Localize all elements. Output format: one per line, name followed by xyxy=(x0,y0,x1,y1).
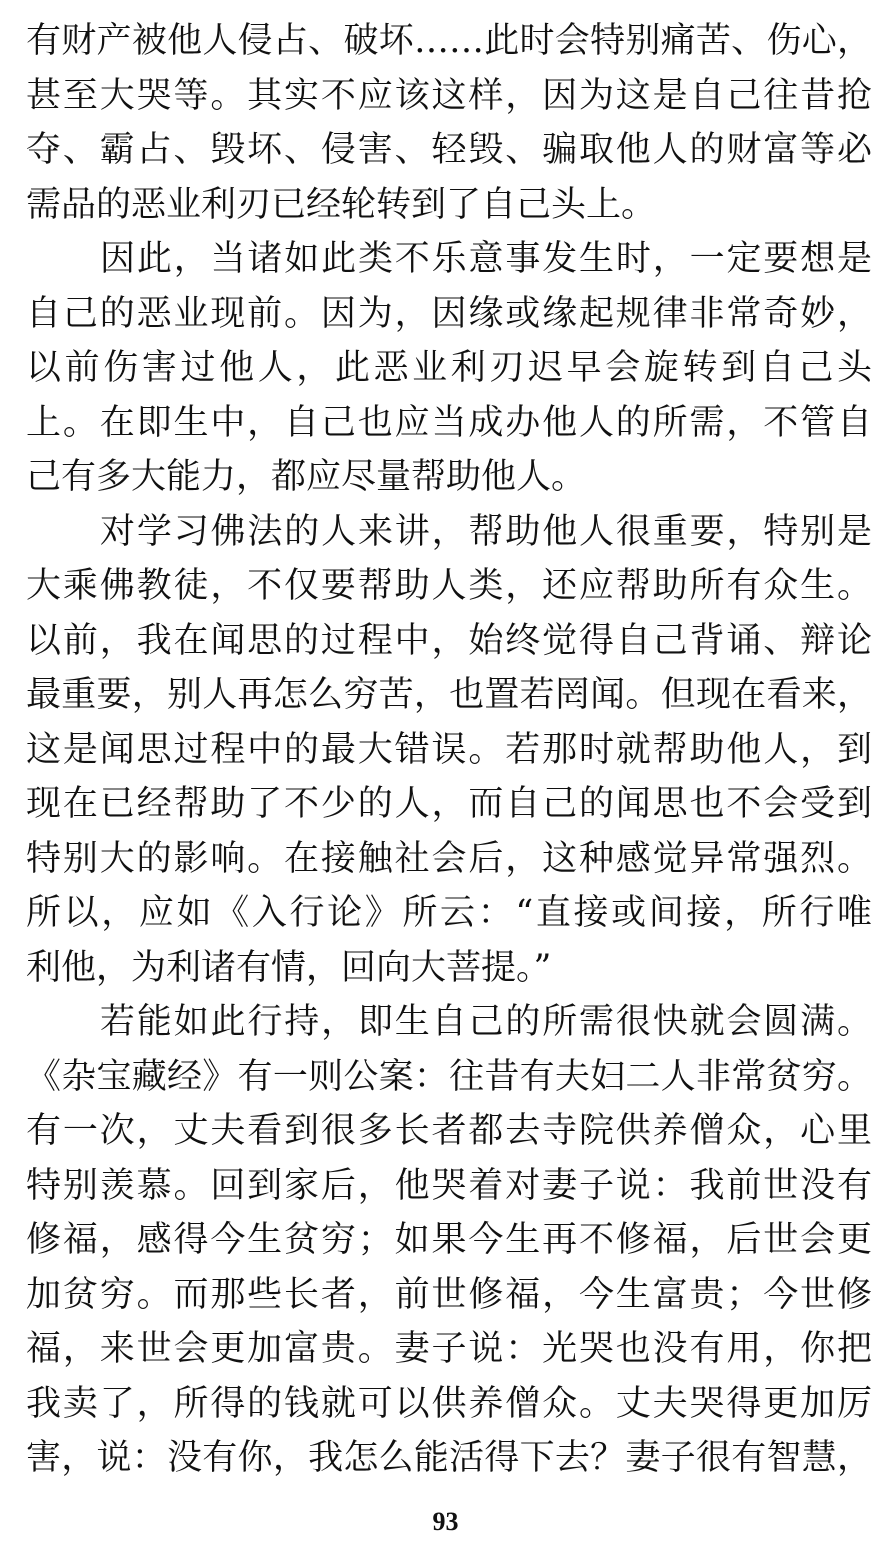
page-number: 93 xyxy=(432,1507,459,1536)
text-line: 需品的恶业利刃已经轮转到了自己头上。 xyxy=(26,184,657,225)
text-line: 以前，我在闻思的过程中，始终觉得自己背诵、辩论 xyxy=(26,620,872,661)
text-line: 己有多大能力，都应尽量帮助他人。 xyxy=(26,457,587,497)
text-line: 若能如此行持，即生自己的所需很快就会圆满。 xyxy=(100,1002,872,1042)
text-line: 有一次，丈夫看到很多长者都去寺院供养僧众，心里 xyxy=(26,1111,872,1151)
text-line: 对学习佛法的人来讲，帮助他人很重要，特别是 xyxy=(100,511,872,552)
text-line: 我卖了，所得的钱就可以供养僧众。丈夫哭得更加厉 xyxy=(26,1383,872,1424)
text-line: 有财产被他人侵占、破坏……此时会特别痛苦、伤心， xyxy=(26,21,872,61)
text-line: 利他，为利诸有情，回向大菩提。” xyxy=(26,947,552,988)
text-line: 夺、霸占、毁坏、侵害、轻毁、骗取他人的财富等必 xyxy=(26,130,872,170)
paragraph xyxy=(26,995,872,1486)
text-line: 大乘佛教徒，不仅要帮助人类，还应帮助所有众生。 xyxy=(26,566,872,606)
text-line: 特别羡慕。回到家后，他哭着对妻子说：我前世没有 xyxy=(26,1165,872,1206)
text-line: 福，来世会更加富贵。妻子说：光哭也没有用，你把 xyxy=(26,1329,872,1369)
text-line: 所以，应如《入行论》所云：“直接或间接，所行唯 xyxy=(26,893,872,933)
text-line: 甚至大哭等。其实不应该这样，因为这是自己往昔抢 xyxy=(26,75,872,116)
text-line: 最重要，别人再怎么穷苦，也置若罔闻。但现在看来， xyxy=(26,675,872,715)
text-line: 以前伤害过他人，此恶业利刃迟早会旋转到自己头 xyxy=(26,348,872,388)
text-line: 《杂宝藏经》有一则公案：往昔有夫妇二人非常贫穷。 xyxy=(26,1056,872,1097)
text-line: 现在已经帮助了不少的人，而自己的闻思也不会受到 xyxy=(26,784,872,824)
text-line: 这是闻思过程中的最大错误。若那时就帮助他人，到 xyxy=(26,729,872,770)
paragraph xyxy=(26,505,872,996)
text-line: 自己的恶业现前。因为，因缘或缘起规律非常奇妙， xyxy=(26,293,872,334)
text-line: 修福，感得今生贫穷；如果今生再不修福，后世会更 xyxy=(26,1220,872,1260)
text-body xyxy=(26,14,872,1486)
text-line: 加贫穷。而那些长者，前世修福，今生富贵；今世修 xyxy=(26,1274,872,1315)
paragraph xyxy=(26,14,872,232)
text-line: 害，说：没有你，我怎么能活得下去？妻子很有智慧， xyxy=(26,1438,872,1478)
text-line: 因此，当诸如此类不乐意事发生时，一定要想是 xyxy=(100,239,872,279)
text-line: 特别大的影响。在接触社会后，这种感觉异常强烈。 xyxy=(26,838,872,879)
text-line: 上。在即生中，自己也应当成办他人的所需，不管自 xyxy=(26,402,872,443)
paragraph xyxy=(26,232,872,505)
